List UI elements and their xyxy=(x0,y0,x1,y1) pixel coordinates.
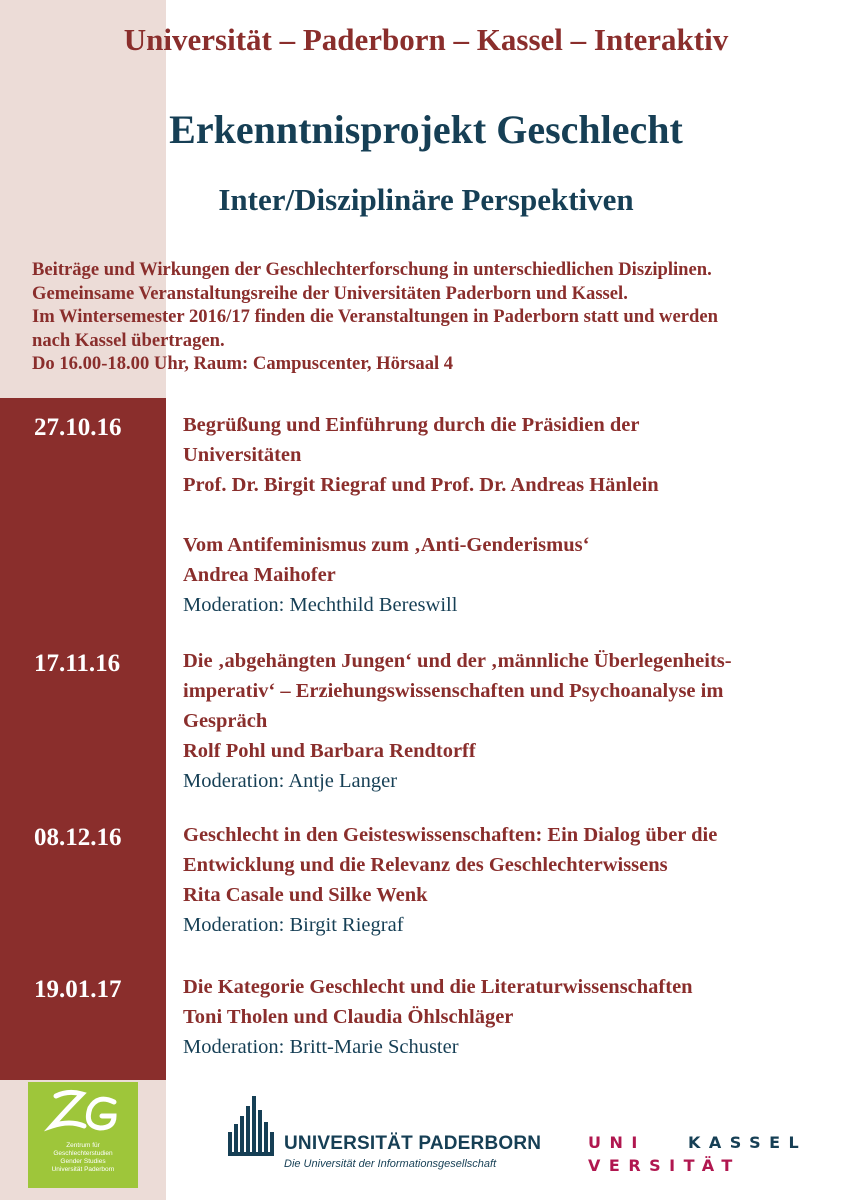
event-title-line: Universitäten xyxy=(183,444,302,466)
event-title-line: imperativ‘ – Erziehungswissenschaften und Psychoanalyse im xyxy=(183,680,724,702)
event-title-line: Vom Antifeminismus zum ‚Anti-Genderismus‘ xyxy=(183,534,590,556)
event-speakers: Andrea Maihofer xyxy=(183,564,336,586)
event-title-line: Begrüßung und Einführung durch die Präsidien der xyxy=(183,414,640,436)
intro-line: Beiträge und Wirkungen der Geschlechterforschung in unterschiedlichen Disziplinen. xyxy=(32,259,712,280)
intro-line: Gemeinsame Veranstaltungsreihe der Universitäten Paderborn und Kassel. xyxy=(32,282,628,304)
event-entry xyxy=(183,646,833,796)
event-entry xyxy=(183,530,833,620)
event-date: 17.11.16 xyxy=(34,650,121,677)
event-title-line: Entwicklung und die Relevanz des Geschlechterwissens xyxy=(183,854,668,876)
zg-mark-icon xyxy=(28,1082,138,1144)
universities-header: Universität – Paderborn – Kassel – Interaktiv xyxy=(123,22,729,57)
zg-logo xyxy=(28,1082,138,1188)
intro-text xyxy=(32,258,832,376)
page-subtitle: Inter/Disziplinäre Perspektiven xyxy=(218,182,634,217)
intro-line: nach Kassel übertragen. xyxy=(32,329,225,351)
zg-caption-line: Zentrum für xyxy=(66,1142,100,1149)
event-entry xyxy=(183,972,833,1062)
page-title: Erkenntnisprojekt Geschlecht xyxy=(169,107,683,152)
paderborn-tagline: Die Universität der Informationsgesellschaft xyxy=(284,1158,497,1170)
event-title-line: Die ‚abgehängten Jungen‘ und der ‚männliche Überlegenheits- xyxy=(183,650,732,672)
paderborn-emblem-icon xyxy=(228,1096,276,1158)
event-title-line: Geschlecht in den Geisteswissenschaften: Ein Dialog über die xyxy=(183,824,718,846)
event-moderation: Moderation: Antje Langer xyxy=(183,770,398,792)
event-speakers: Prof. Dr. Birgit Riegraf und Prof. Dr. Andreas Hänlein xyxy=(183,474,659,496)
event-moderation: Moderation: Mechthild Bereswill xyxy=(183,594,458,616)
intro-line: Do 16.00-18.00 Uhr, Raum: Campuscenter, Hörsaal 4 xyxy=(32,353,454,374)
event-speakers: Toni Tholen und Claudia Öhlschläger xyxy=(183,1006,514,1028)
kassel-logo-versitaet: VERSITÄT xyxy=(588,1156,741,1175)
event-entry xyxy=(183,410,833,500)
event-moderation: Moderation: Britt-Marie Schuster xyxy=(183,1036,459,1058)
zg-caption-line: Universität Paderborn xyxy=(51,1166,115,1173)
kassel-logo-uni: UNI xyxy=(588,1133,646,1152)
kassel-logo-kassel: KASSEL xyxy=(688,1133,808,1152)
event-date: 27.10.16 xyxy=(34,414,122,441)
zg-caption-line: Gender Studies xyxy=(60,1158,106,1165)
event-title-line: Die Kategorie Geschlecht und die Literaturwissenschaften xyxy=(183,976,693,998)
paderborn-name: UNIVERSITÄT PADERBORN xyxy=(284,1133,542,1154)
event-entry xyxy=(183,820,833,940)
event-speakers: Rita Casale und Silke Wenk xyxy=(183,884,428,906)
zg-caption-line: Geschlechterstudien xyxy=(53,1150,113,1157)
intro-line: Im Wintersemester 2016/17 finden die Veranstaltungen in Paderborn statt und werden xyxy=(32,306,718,327)
event-title-line: Gespräch xyxy=(183,710,268,732)
event-date: 19.01.17 xyxy=(34,976,122,1003)
event-speakers: Rolf Pohl und Barbara Rendtorff xyxy=(183,740,476,762)
event-moderation: Moderation: Birgit Riegraf xyxy=(183,914,404,936)
event-date: 08.12.16 xyxy=(34,824,122,851)
zg-caption xyxy=(28,1142,138,1174)
